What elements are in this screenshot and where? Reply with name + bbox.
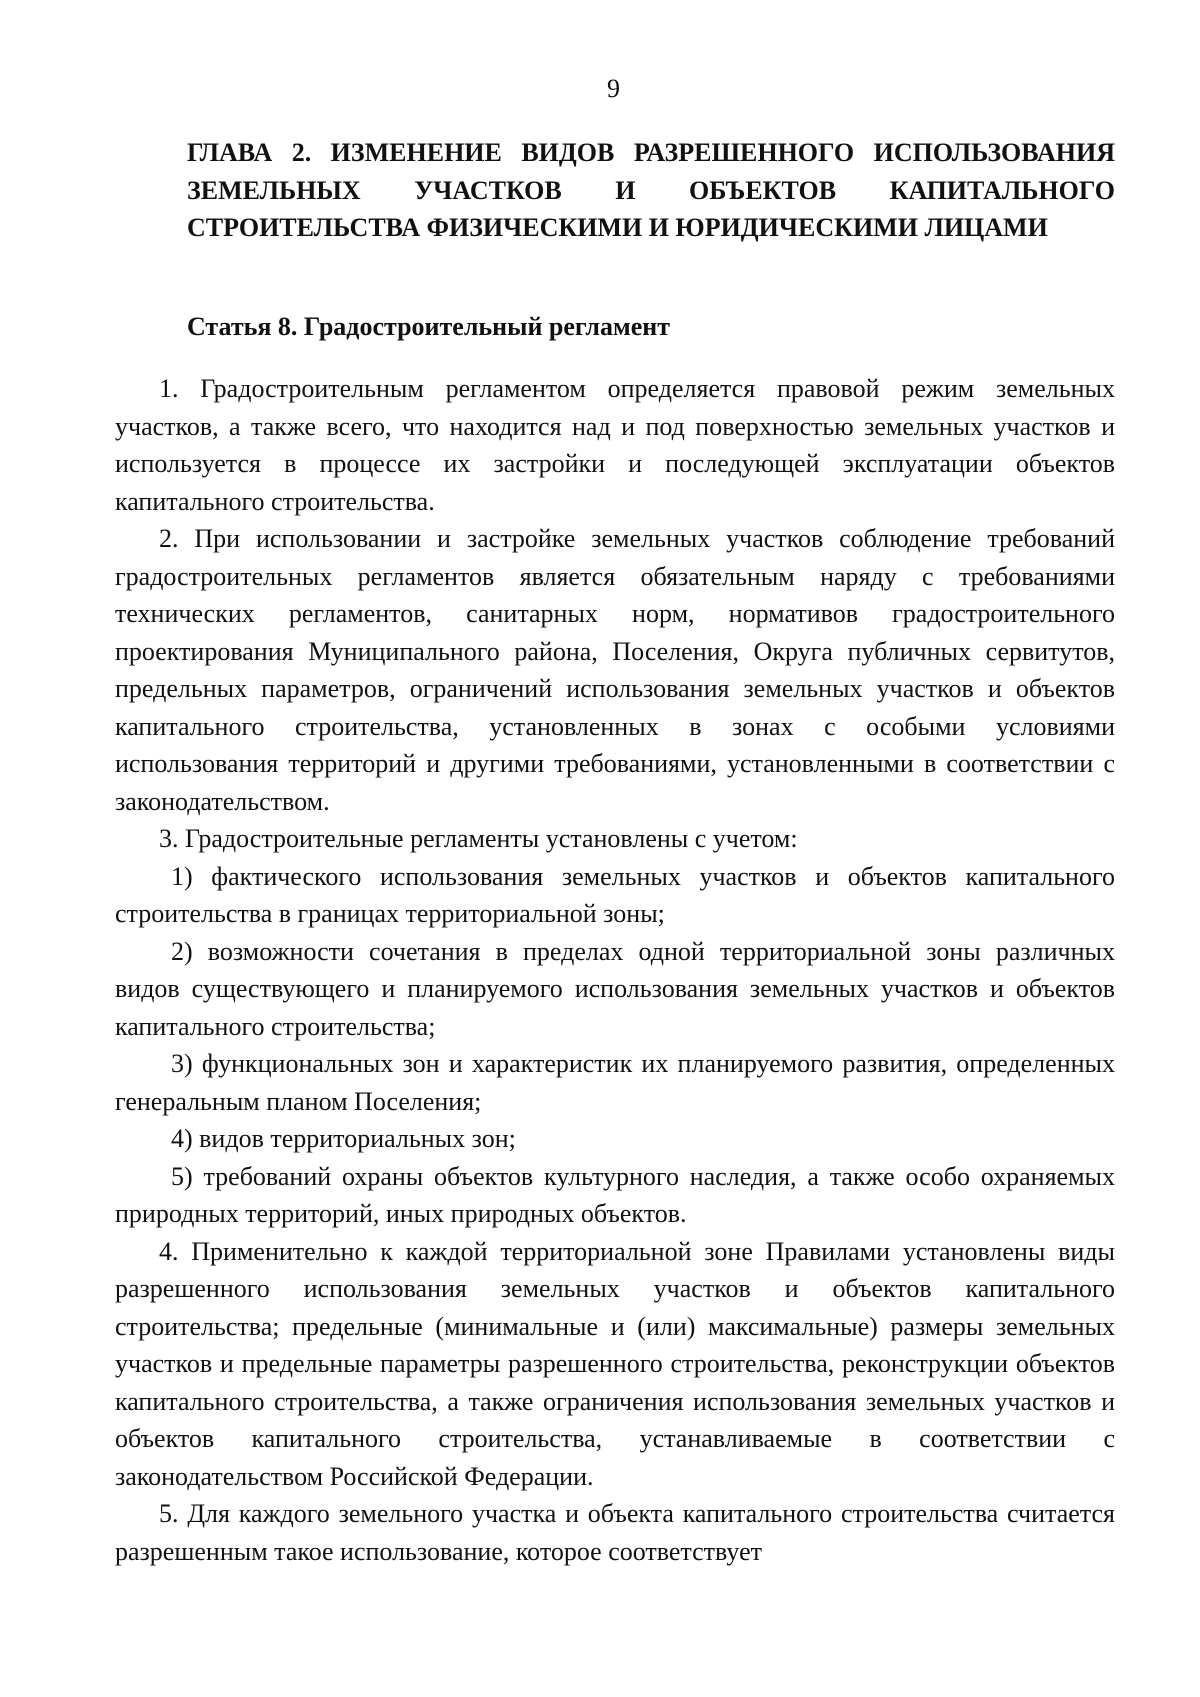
- subparagraph-3-3: 3) функциональных зон и характеристик их планируемого развития, определенных генеральным планом Поселения;: [115, 1049, 1115, 1116]
- subparagraph-3-4: 4) видов территориальных зон;: [171, 1124, 516, 1153]
- paragraph-2: 2. При использовании и застройке земельных участков соблюдение требований градостроительных регламентов является обязательным наряду с требованиями технических регламентов, санитарных норм, нормативов градостроительного проектирования Муниципального района, Поселения, Округа публичных сервитутов, предельных параметров, ограничений использования земельных участков и объектов капитального строительства, установленных в зонах с особыми условиями использования территорий и другими требованиями, установленными в соответствии с законодательством.: [115, 524, 1115, 816]
- paragraph-3: 3. Градостроительные регламенты установлены с учетом:: [159, 824, 798, 853]
- chapter-title: ГЛАВА 2. ИЗМЕНЕНИЕ ВИДОВ РАЗРЕШЕННОГО ИСПОЛЬЗОВАНИЯ ЗЕМЕЛЬНЫХ УЧАСТКОВ И ОБЪЕКТОВ КАПИТАЛЬНОГО СТРОИТЕЛЬСТВА ФИЗИЧЕСКИМИ И ЮРИДИЧЕСКИМИ ЛИЦАМИ: [187, 138, 1115, 242]
- subparagraph-3-5: 5) требований охраны объектов культурного наследия, а также особо охраняемых природных территорий, иных природных объектов.: [115, 1161, 1115, 1228]
- subparagraph-3-2: 2) возможности сочетания в пределах одной территориальной зоны различных видов существующего и планируемого использования земельных участков и объектов капитального строительства;: [115, 936, 1115, 1041]
- page-number: 9: [607, 74, 620, 103]
- article-body: [115, 370, 1115, 1570]
- paragraph-4: 4. Применительно к каждой территориальной зоне Правилами установлены виды разрешенного использования земельных участков и объектов капитального строительства; предельные (минимальные и (или) максимальные) размеры земельных участков и предельные параметры разрешенного строительства, реконструкции объектов капитального строительства, а также ограничения использования земельных участков и объектов капитального строительства, устанавливаемые в соответствии с законодательством Российской Федерации.: [115, 1236, 1115, 1491]
- paragraph-5: 5. Для каждого земельного участка и объекта капитального строительства считается разрешенным такое использование, которое соответствует: [115, 1499, 1115, 1566]
- paragraph-1: 1. Градостроительным регламентом определяется правовой режим земельных участков, а также всего, что находится над и под поверхностью земельных участков и используется в процессе их застройки и последующей эксплуатации объектов капитального строительства.: [115, 374, 1115, 516]
- subparagraph-3-1: 1) фактического использования земельных участков и объектов капитального строительства в границах территориальной зоны;: [115, 861, 1115, 928]
- article-title: Статья 8. Градостроительный регламент: [187, 312, 671, 341]
